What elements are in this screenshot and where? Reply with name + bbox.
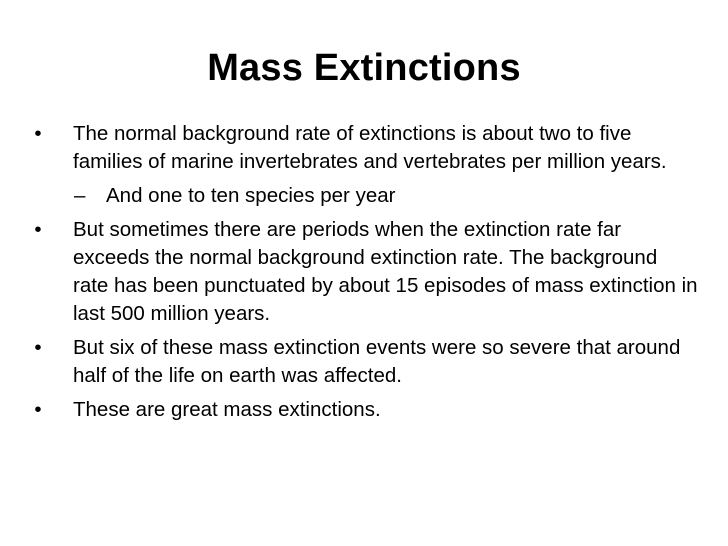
- sub-bullet-item: [28, 182, 698, 210]
- bullet-item: [28, 120, 698, 176]
- slide-title: Mass Extinctions: [207, 47, 521, 89]
- bullet-text: The normal background rate of extinctions is about two to five families of marine invertebrates and vertebrates per million years.: [73, 122, 667, 173]
- bullet-text: But sometimes there are periods when the extinction rate far exceeds the normal background extinction rate. The background rate has been punctuated by about 15 episodes of mass extinction in last 500 million years.: [73, 218, 698, 325]
- bullet-text: These are great mass extinctions.: [73, 398, 381, 421]
- bullet-marker: •: [34, 218, 42, 241]
- sub-bullet-marker: –: [74, 184, 86, 207]
- bullet-list: [28, 120, 698, 430]
- sub-bullet-text: And one to ten species per year: [106, 184, 396, 207]
- bullet-item: [28, 216, 698, 328]
- bullet-marker: •: [34, 122, 42, 145]
- bullet-text: But six of these mass extinction events were so severe that around half of the life on earth was affected.: [73, 336, 681, 387]
- bullet-marker: •: [34, 398, 42, 421]
- bullet-marker: •: [34, 336, 42, 359]
- bullet-item: [28, 396, 698, 424]
- bullet-item: [28, 334, 698, 390]
